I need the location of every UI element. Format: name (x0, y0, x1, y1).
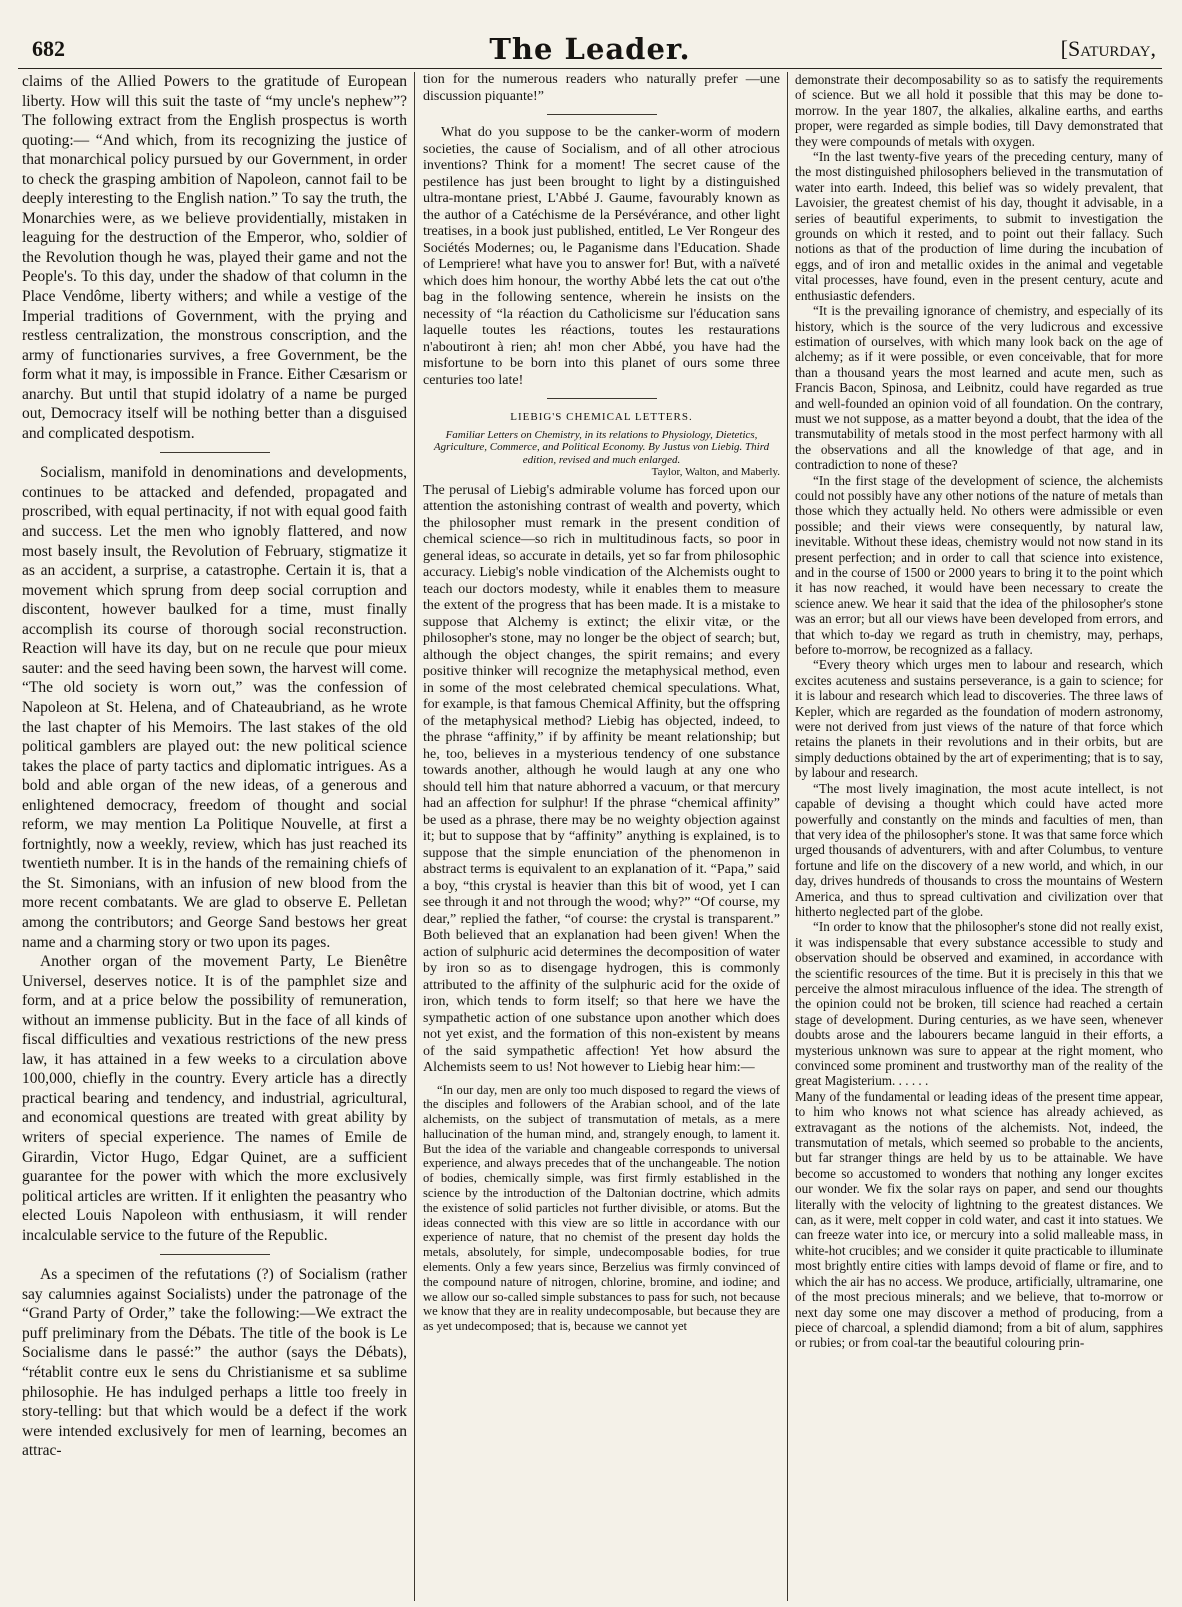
section-divider (160, 452, 270, 453)
quote-paragraph: “In order to know that the philosopher's stone did not really exist, it was indispensable that every substance accessible to study and observation should be observed and examined, in accordance with the scientific resources of the time. But it is precisely in this that we perceive the almost miraculous influence of the idea. The strength of the opinion could not be broken, till science had reached a certain stage of development. During centuries, as we have seen, whenever doubts arose and the labourers became languid in their efforts, a mysterious unknown was sure to appear at the right moment, who convinced some prominent and trustworthy man of the reality of the great Magisterium. . . . . . (795, 919, 1163, 1089)
paragraph: tion for the numerous readers who naturally prefer —une discussion piquante!” (423, 72, 780, 104)
page-number: 682 (32, 36, 65, 61)
columns (18, 72, 1162, 1601)
newspaper-title: The Leader. (489, 32, 691, 66)
section-divider (547, 398, 657, 399)
column-2 (423, 72, 780, 1601)
review-publisher: Taylor, Walton, and Maberly. (651, 466, 780, 478)
quote-paragraph: “The most lively imagination, the most acute intellect, is not capable of devising a thought which could have acted more powerfully and constantly on the minds and faculties of men, than that very idea of the philosopher's stone. It was that same force which urged thousands of adventurers, with and after Columbus, to venture fortune and life on the discovery of a new world, and which, in our day, drives hundreds of thousands to cross the mountains of Western America, and thus to spread cultivation and civilization over that hitherto neglected part of the globe. (795, 780, 1163, 919)
section-divider (547, 114, 657, 115)
section-divider (160, 1254, 270, 1255)
liebig-quotation (423, 1083, 780, 1335)
quote-paragraph: Many of the fundamental or leading ideas of the present time appear, to him who knows not what science has already achieved, as extravagant as the notions of the alchemists. Not, indeed, the transmutation of metals, which seemed so probable to the ancients, but far stranger things are held by us to be attainable. We have become so accustomed to wonders that nothing any longer excites our wonder. We fix the solar rays on paper, and send our thoughts literally with the velocity of lightning to the greatest distances. We can, as it were, melt copper in cold water, and cast it into statues. We can freeze water into ice, or mercury into a solid malleable mass, in white-hot crucibles; and we consider it quite practicable to illuminate most brightly entire cities with lamps devoid of flame or fire, and to which the air has no access. We produce, artificially, ultramarine, one of the most precious minerals; and we believe, that to-morrow or next day some one may discover a method of producing, from a piece of charcoal, a splendid diamond; from a bit of alum, sapphires or rubies; or from coal-tar the beautiful colouring prin- (795, 1088, 1163, 1351)
issue-day: [Saturday, (1060, 36, 1156, 61)
quote-paragraph: demonstrate their decomposability so as to satisfy the requirements of science. But we all hold it possible that this may be done to-morrow. In the year 1807, the alkalies, alkaline earths, and earths proper, were regarded as simple bodies, till Davy demonstrated that they were compounds of metals with oxygen. (795, 72, 1163, 149)
paragraph: As a specimen of the refutations (?) of Socialism (rather say calumnies against Socialists) under the patronage of the “Grand Party of Order,” take the following:—We extract the puff preliminary from the Débats. The title of the book is Le Socialisme dans le passé:” the author (says the Débats), “rétablit contre eux le sens du Christianisme et sa sublime philosophie. He has indulged perhaps a little too freely in story-telling: but that which would be a defect if the work were intended exclusively for men of learning, becomes an attrac- (22, 1266, 407, 1460)
review-title: LIEBIG'S CHEMICAL LETTERS. (510, 411, 693, 423)
paragraph: Socialism, manifold in denominations and developments, continues to be attacked and defended, propagated and proscribed, with equal pertinacity, if not with equal good faith and success. Let the men who ignobly flattered, and now most basely insult, the Revolution of February, stigmatize it as an accident, a surprise, a catastrophe. Certain it is, that a movement which sprung from deep social corruption and discontent, however baulked for a time, must finally accomplish its course of thorough social reconstruction. Reaction will have its day, but on ne recule que pour mieux sauter: and the seed having been sown, the harvest will come. “The old society is worn out,” was the confession of Napoleon at St. Helena, and of Chateaubriand, as he wrote the last chapter of his Memoirs. The last stakes of the old political gamblers are played out: the new political science takes the place of party tactics and diplomatic intrigues. As a bold and able organ of the new ideas, of a generous and enlightened democracy, freedom of thought and social reform, we may mention La Politique Nouvelle, at first a fortnightly, now a weekly, review, which has just reached its twentieth number. It is in the hands of the remaining chiefs of the St. Simonians, with an infusion of new blood from the more recent combatants. We are glad to observe E. Pelletan among the contributors; and George Sand bestows her great name and a charming story or two upon its pages. (22, 464, 407, 951)
column-1 (22, 72, 407, 1601)
column-rule (414, 72, 415, 1601)
quote-paragraph: “It is the prevailing ignorance of chemistry, and especially of its history, which is the source of the very ludicrous and excessive estimation of ourselves, with which many look back on the age of alchemy; as if it were possible, or even conceivable, that for more than a thousand years the most learned and acute men, such as Francis Bacon, Spinosa, and Leibnitz, could have regarded as true and well-founded an opinion void of all foundation. On the contrary, must we not suppose, as a matter beyond a doubt, that the idea of the transmutability of metals stood in the most perfect harmony with all the observations and all the knowledge of that age, and in contradiction to none of these? (795, 303, 1163, 473)
review-book-details: Familiar Letters on Chemistry, in its relations to Physiology, Dietetics, Agriculture, Commerce, and Political Economy. By Justus von Liebig. Third edition, revised and much enlarged. (433, 428, 770, 466)
column-3 (795, 72, 1163, 1601)
column-rule (787, 72, 788, 1601)
paragraph: Another organ of the movement Party, Le Bienêtre Universel, deserves notice. It is of the pamphlet size and form, and at a price below the possibility of remuneration, without an immense publicity. But in the face of all kinds of fiscal difficulties and vexatious restrictions of the new press law, it has attained in a few weeks to a circulation above 100,000, chiefly in the country. Every article has a directly practical bearing and tendency, and industrial, agricultural, and economical questions are treated with great ability by writers of special experience. The names of Emile de Girardin, Victor Hugo, Edgar Quinet, are a sufficient guarantee for the power with which the more exclusively political articles are written. If it enlighten the peasantry who elected Louis Napoleon with enthusiasm, it will render incalculable service to the future of the Republic. (22, 953, 407, 1244)
quote-paragraph: “In the first stage of the development of science, the alchemists could not possibly have any other notions of the nature of metals than those which they actually held. No others were admissible or even possible; and their views were consequently, by natural law, inevitable. Without these ideas, chemistry would not now stand in its present perfection; and in order to call that science into existence, and in the course of 1500 or 2000 years to bring it to the point which it has now reached, it would have been necessary to create the science anew. We hear it said that the idea of the philosopher's stone was an error; but all our views have been developed from errors, and that which to-day we regard as truth in chemistry, may, perhaps, before to-morrow, be recognized as a fallacy. (795, 472, 1163, 658)
quote-paragraph: “In the last twenty-five years of the preceding century, many of the most distinguished philosophers believed in the transmutation of water into earth. Indeed, this belief was so widely prevalent, that Lavoisier, the greatest chemist of his day, thought it advisable, in a series of beautiful experiments, to submit to investigation the grounds on which it rested, and to point out their fallacy. Such notions as that of the production of lime during the incubation of eggs, and of iron and metallic oxides in the animal and vegetable vital processes, have found, even in the present century, acute and enthusiastic defenders. (795, 149, 1163, 303)
paragraph: The perusal of Liebig's admirable volume has forced upon our attention the astonishing contrast of wealth and poverty, which the philosopher must remark in the present condition of chemical science—so rich in multitudinous facts, so poor in general ideas, so accurate in details, yet so far from philosophic accuracy. Liebig's noble vindication of the Alchemists ought to teach our doctors modesty, while it enables them to measure the extent of the progress that has been made. It is a mistake to suppose that Alchemy is extinct; the elixir vitæ, or the philosopher's stone, may no longer be the object of search; but, although the object changes, the spirit remains; and every positive thinker will recognize the metaphysical method, even in some of the most celebrated chemical speculations. What, for example, is that famous Chemical Affinity, but the offspring of the metaphysical method? Liebig has objected, indeed, to the phrase “affinity,” if by affinity be meant relationship; but he, too, believes in a mysterious tendency of one substance towards another, although he would laugh at any one who should tell him that nature abhorred a vacuum, or that mercury had an affection for sulphur! If the phrase “chemical affinity” be used as a phrase, there may be no weighty objection against it; but to suppose that by “affinity” anything is explained, is to suppose that the simple enunciation of the phenomenon in abstract terms is equivalent to an explanation of it. “Papa,” said a boy, “this crystal is heavier than this bit of wood, yet I can see through it and not through the wood; why?” “Of course, my dear,” replied the father, “of course: the crystal is transparent.” Both believed that an explanation had been given! When the action of sulphuric acid determines the decomposition of water by iron so as to disengage hydrogen, this is commonly attributed to the affinity of the sulphuric acid for the oxide of iron, which tends to form itself; so that here we have the sympathetic action of one substance upon another which does not yet exist, and the formation of this non-existent by means of the said sympathetic affection! Yet how absurd the Alchemists seem to us! Not however to Liebig hear him:— (423, 482, 780, 1075)
quote-paragraph: “In our day, men are only too much disposed to regard the views of the disciples and followers of the Arabian school, and of the late alchemists, on the subject of transmutation of metals, as a mere hallucination of the human mind, and, strangely enough, to lament it. But the idea of the variable and changeable corresponds to universal experience, and always precedes that of the unchangeable. The notion of bodies, chemically simple, was first firmly established in the science by the introduction of the Daltonian doctrine, which admits the existence of solid particles not further divisible, or atoms. But the ideas connected with this view are so little in accordance with our experience of nature, that no chemist of the present day holds the metals, absolutely, for simple, undecomposable bodies, for true elements. Only a few years since, Berzelius was firmly convinced of the compound nature of nitrogen, chlorine, bromine, and iodine; and we allow our so-called simple substances to pass for such, not because we know that they are in reality undecomposable, but because they are as yet undecomposed; that is, because we cannot yet (423, 1082, 780, 1334)
masthead (18, 28, 1162, 69)
paragraph: What do you suppose to be the canker-worm of modern societies, the cause of Socialism, and of all other atrocious inventions? Think for a moment! The secret cause of the pestilence has just been brought to light by a distinguished ultra-montane priest, L'Abbé J. Gaume, favourably known as the author of a Catéchisme de la Persévérance, and other light treatises, in a book just published, entitled, Le Ver Rongeur des Sociétés Modernes; ou, le Paganisme dans l'Education. Shade of Lempriere! what have you to answer for! But, with a naïveté which does him honour, the worthy Abbé lets the cat out o'the bag in the following sentence, wherein he insists on the necessity of “la réaction du Catholicisme sur l'éducation sans laquelle toutes les réactions, toutes les restaurations n'aboutiront à rien; ah! mon cher Abbé, you have had the misfortune to be born into this planet of ours some three centuries too late! (423, 125, 780, 388)
paragraph: claims of the Allied Powers to the gratitude of European liberty. How will this suit the taste of “my uncle's nephew”? The following extract from the English prospectus is worth quoting:— “And which, from its recognizing the justice of that monarchical policy pursued by our Government, in order to check the grasping ambition of Napoleon, cannot fail to be deeply interesting to the English nation.” To say the truth, the Monarchies were, as we believe providentially, mistaken in leaguing for the destruction of the Emperor, who, soldier of the Revolution though he was, played their game and not the People's. To this day, under the shadow of that column in the Place Vendôme, liberty withers; and while a vestige of the Imperial traditions of Government, with the prying and restless centralization, the monstrous conscription, and the army of functionaries survives, a free Government, be the form what it may, is impossible in France. Either Cæsarism or anarchy. But until that stupid idolatry of a name be purged out, Democracy itself will be nothing better than a disguised and complicated despotism. (22, 73, 407, 442)
quote-paragraph: “Every theory which urges men to labour and research, which excites acuteness and sustains perseverance, is a gain to science; for it is labour and research which lead to discoveries. The three laws of Kepler, which are regarded as the foundation of modern astronomy, were not derived from just views of the nature of that force which retains the planets in their revolutions and in their orbits, but are simply deductions obtained by the art of experimenting; that is to say, by labour and research. (795, 657, 1163, 781)
